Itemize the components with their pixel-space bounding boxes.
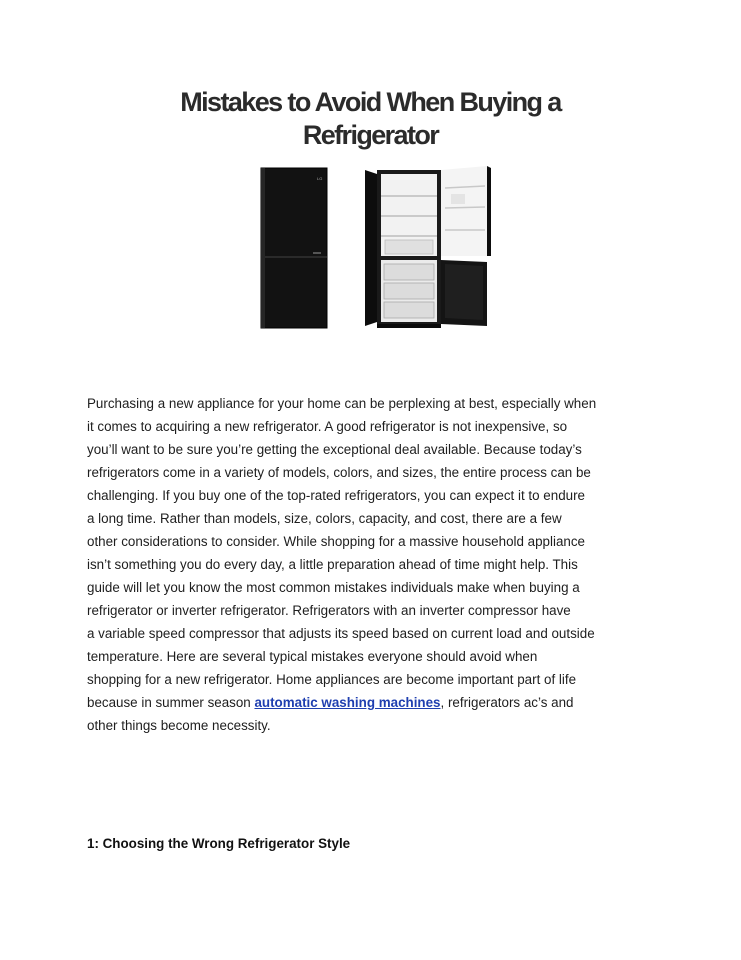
brand-logo: LG	[317, 176, 323, 181]
title-line-1: Mistakes to Avoid When Buying a	[180, 87, 561, 117]
paragraph-line-with-link	[87, 691, 667, 714]
paragraph-line: refrigerator or inverter refrigerator. Refrigerators with an inverter compressor have	[87, 603, 571, 618]
washing-machines-link[interactable]: automatic washing machines	[254, 695, 441, 710]
page-title	[0, 86, 741, 152]
paragraph-line: other things become necessity.	[87, 718, 271, 733]
refrigerator-image	[255, 164, 495, 330]
title-line-2: Refrigerator	[302, 120, 439, 150]
link-suffix: , refrigerators ac’s and	[440, 695, 574, 710]
paragraph-line: shopping for a new refrigerator. Home appliances are become important part of life	[87, 672, 577, 687]
paragraph-line: challenging. If you buy one of the top-rated refrigerators, you can expect it to endure	[87, 488, 585, 503]
paragraph-line: you’ll want to be sure you’re getting the exceptional deal available. Because today’s	[87, 442, 582, 457]
paragraph-line: a long time. Rather than models, size, colors, capacity, and cost, there are a few	[87, 511, 562, 526]
paragraph-line: isn’t something you do every day, a little preparation ahead of time might help. This	[87, 557, 578, 572]
section-heading: 1: Choosing the Wrong Refrigerator Style	[87, 836, 351, 851]
paragraph-line: guide will let you know the most common mistakes individuals make when buying a	[87, 580, 580, 595]
paragraph-line: temperature. Here are several typical mistakes everyone should avoid when	[87, 649, 538, 664]
paragraph-line: other considerations to consider. While shopping for a massive household appliance	[87, 534, 585, 549]
paragraph-line: refrigerators come in a variety of models, colors, and sizes, the entire process can be	[87, 465, 591, 480]
closed-fridge	[261, 168, 327, 328]
intro-paragraph	[87, 392, 667, 737]
link-prefix: because in summer season	[87, 695, 255, 710]
paragraph-line: a variable speed compressor that adjusts its speed based on current load and outside	[87, 626, 595, 641]
paragraph-line: it comes to acquiring a new refrigerator. A good refrigerator is not inexpensive, so	[87, 419, 568, 434]
open-fridge	[365, 166, 491, 328]
paragraph-line: Purchasing a new appliance for your home can be perplexing at best, especially when	[87, 396, 597, 411]
